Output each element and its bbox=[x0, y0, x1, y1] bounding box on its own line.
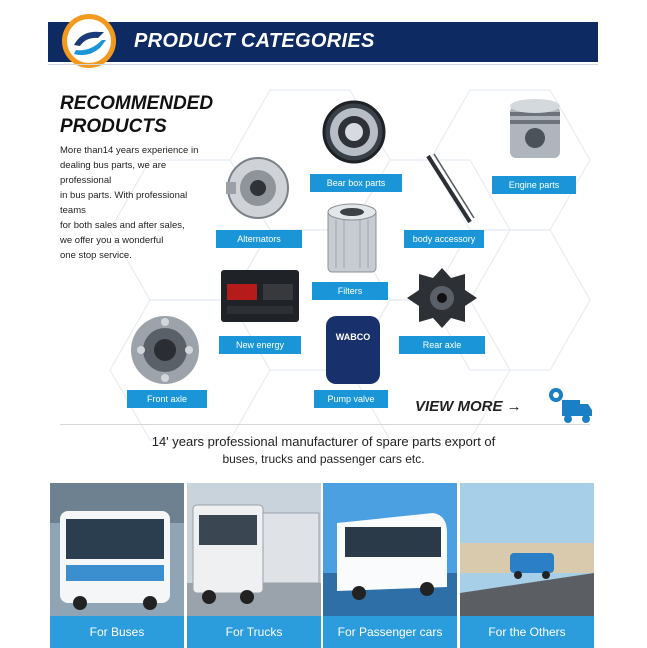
filter-brand: WABCO bbox=[335, 332, 371, 342]
product-body-accessory[interactable] bbox=[400, 150, 490, 248]
view-more-link[interactable]: VIEW MORE → bbox=[415, 398, 522, 415]
product-rear-axle[interactable] bbox=[395, 262, 489, 354]
section-divider bbox=[60, 424, 590, 425]
product-filters[interactable] bbox=[312, 200, 392, 300]
tagline-line2: buses, trucks and passenger cars etc. bbox=[222, 452, 425, 466]
bearing-icon bbox=[314, 92, 394, 172]
wiper-arm-icon bbox=[414, 150, 484, 228]
product-alternators[interactable] bbox=[210, 148, 310, 248]
product-label: body accessory bbox=[404, 230, 484, 248]
product-label: Rear axle bbox=[399, 336, 485, 354]
category-button[interactable]: For Passenger cars bbox=[323, 616, 457, 648]
recommended-description: More than14 years experience in dealing bus parts, we are professional in bus parts. With professional teams for both sales and after sales, we offer you a wonderful one stop service. bbox=[60, 145, 199, 261]
truck-icon[interactable] bbox=[546, 386, 594, 428]
gear-icon bbox=[403, 262, 481, 334]
tagline-line1: 14' years professional manufacturer of spare parts export of bbox=[151, 434, 496, 449]
category-button[interactable]: For Trucks bbox=[187, 616, 321, 648]
meter-icon bbox=[217, 266, 303, 330]
page-title: PRODUCT CATEGORIES bbox=[134, 30, 375, 52]
coach-photo bbox=[323, 483, 457, 616]
category-others[interactable] bbox=[460, 483, 594, 648]
category-passenger-cars[interactable] bbox=[323, 483, 457, 648]
product-new-energy[interactable] bbox=[215, 260, 305, 354]
recommended-heading: RECOMMENDED PRODUCTS bbox=[60, 93, 214, 137]
category-button[interactable]: For Buses bbox=[50, 616, 184, 648]
bus-photo bbox=[50, 483, 184, 616]
product-label: Bear box parts bbox=[310, 174, 402, 192]
car-photo bbox=[460, 483, 594, 616]
product-front-axle[interactable] bbox=[125, 310, 209, 408]
product-pump-valve[interactable] bbox=[314, 310, 392, 408]
product-label: Front axle bbox=[127, 390, 207, 408]
category-button[interactable]: For the Others bbox=[460, 616, 594, 648]
alternator-icon bbox=[218, 148, 296, 226]
filter-icon bbox=[316, 200, 388, 280]
product-label: Filters bbox=[312, 282, 388, 300]
product-label: Alternators bbox=[216, 230, 302, 248]
product-engine-parts[interactable] bbox=[480, 92, 590, 192]
category-trucks[interactable] bbox=[187, 483, 321, 648]
oil-filter-icon bbox=[320, 310, 386, 390]
product-label: Engine parts bbox=[492, 176, 576, 194]
product-label: Pump valve bbox=[314, 390, 388, 408]
piston-icon bbox=[500, 92, 570, 170]
product-label: New energy bbox=[219, 336, 301, 354]
category-buses[interactable] bbox=[50, 483, 184, 648]
product-bear-box-parts[interactable] bbox=[300, 92, 410, 192]
truck-photo bbox=[187, 483, 321, 616]
hub-icon bbox=[125, 310, 205, 390]
